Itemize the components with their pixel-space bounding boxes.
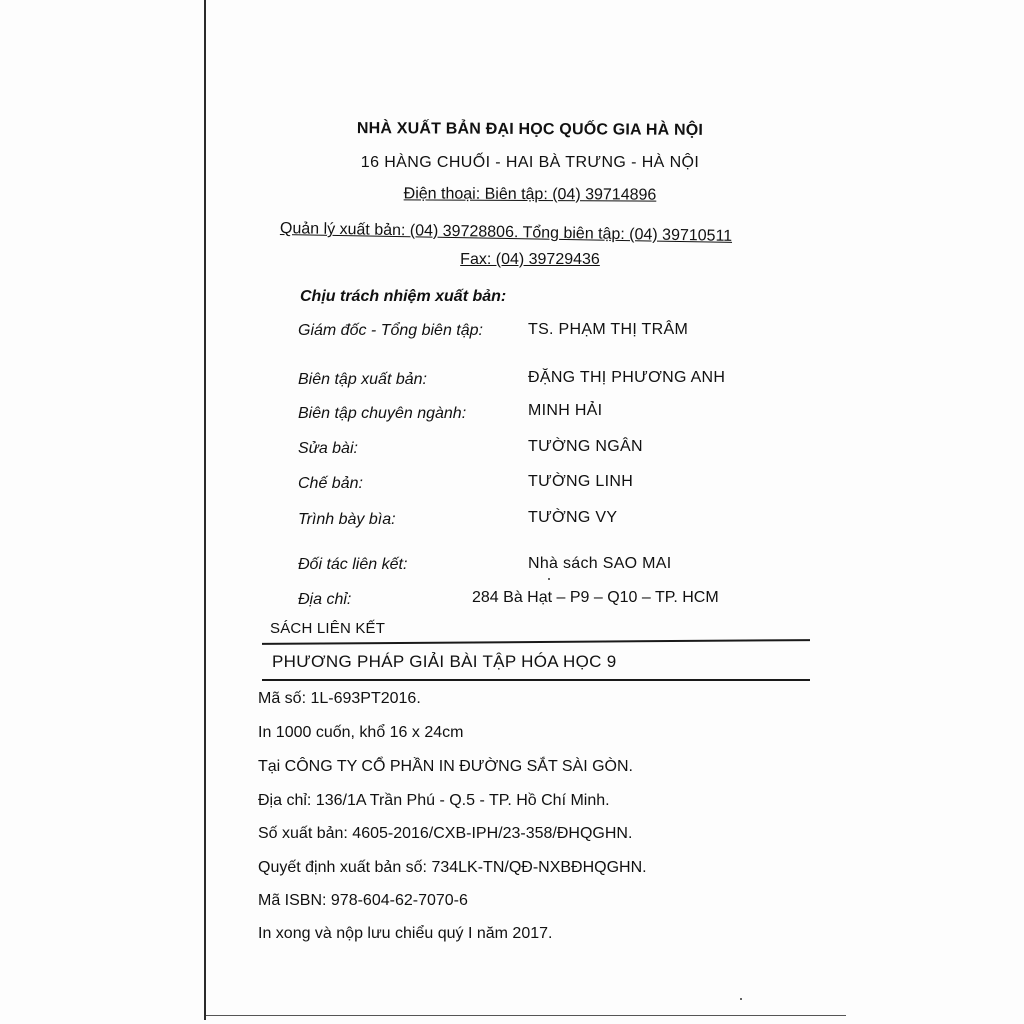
credit-value-partner: Nhà sách SAO MAI [528,555,672,572]
credit-value-director: TS. PHẠM THỊ TRÂM [528,321,689,338]
credit-value-publishing-editor: ĐẶNG THỊ PHƯƠNG ANH [528,369,726,386]
credit-label-proofreader: Sửa bài: [298,440,358,457]
detail-publishing-number: Số xuất bản: 4605-2016/CXB-IPH/23-358/ĐHQGHN. [258,825,633,842]
detail-print-run: In 1000 cuốn, khổ 16 x 24cm [258,724,464,741]
credit-value-typesetter: TƯỜNG LINH [528,473,634,490]
credit-value-specialist-editor: MINH HẢI [528,402,603,419]
title-bottom-rule [262,679,810,681]
credit-label-director: Giám đốc - Tổng biên tập: [298,322,483,339]
detail-isbn: Mã ISBN: 978-604-62-7070-6 [258,892,468,909]
publisher-management-phone: Quản lý xuất bản: (04) 39728806. Tổng biên tập: (04) 39710511 [279,220,733,245]
credit-value-proofreader: TƯỜNG NGÂN [528,438,643,455]
credit-label-specialist-editor: Biên tập chuyên ngành: [298,405,467,422]
credit-label-publishing-editor: Biên tập xuất bản: [298,371,427,388]
credit-label-partner: Đối tác liên kết: [298,556,408,573]
print-speck [740,998,742,1000]
detail-printer: Tại CÔNG TY CỔ PHẦN IN ĐƯỜNG SẮT SÀI GÒN. [258,758,633,775]
credit-value-partner-address: 284 Bà Hạt – P9 – Q10 – TP. HCM [472,589,719,606]
page-left-edge [204,0,206,1020]
print-speck [548,578,550,580]
credit-value-cover-designer: TƯỜNG VY [528,509,618,526]
credit-label-partner-address: Địa chỉ: [298,591,352,608]
publisher-fax: Fax: (04) 39729436 [460,251,600,268]
credit-label-typesetter: Chế bản: [298,475,363,492]
detail-printer-address: Địa chỉ: 136/1A Trần Phú - Q.5 - TP. Hồ Chí Minh. [258,792,610,809]
responsibility-heading: Chịu trách nhiệm xuất bản: [300,288,507,305]
series-label: SÁCH LIÊN KẾT [270,620,386,637]
title-top-rule [262,639,810,645]
publisher-name: NHÀ XUẤT BẢN ĐẠI HỌC QUỐC GIA HÀ NỘI [356,120,704,139]
credit-label-cover-designer: Trình bày bìa: [298,511,396,528]
book-title: PHƯƠNG PHÁP GIẢI BÀI TẬP HÓA HỌC 9 [272,652,617,671]
publisher-phone: Điện thoại: Biên tập: (04) 39714896 [403,185,657,204]
page-bottom-edge [206,1015,846,1016]
detail-publishing-decision: Quyết định xuất bản số: 734LK-TN/QĐ-NXBĐHQGHN. [258,859,647,876]
detail-code: Mã số: 1L-693PT2016. [258,690,421,707]
detail-completion: In xong và nộp lưu chiểu quý I năm 2017. [258,925,553,942]
publisher-address: 16 HÀNG CHUỐI - HAI BÀ TRƯNG - HÀ NỘI [360,154,700,171]
